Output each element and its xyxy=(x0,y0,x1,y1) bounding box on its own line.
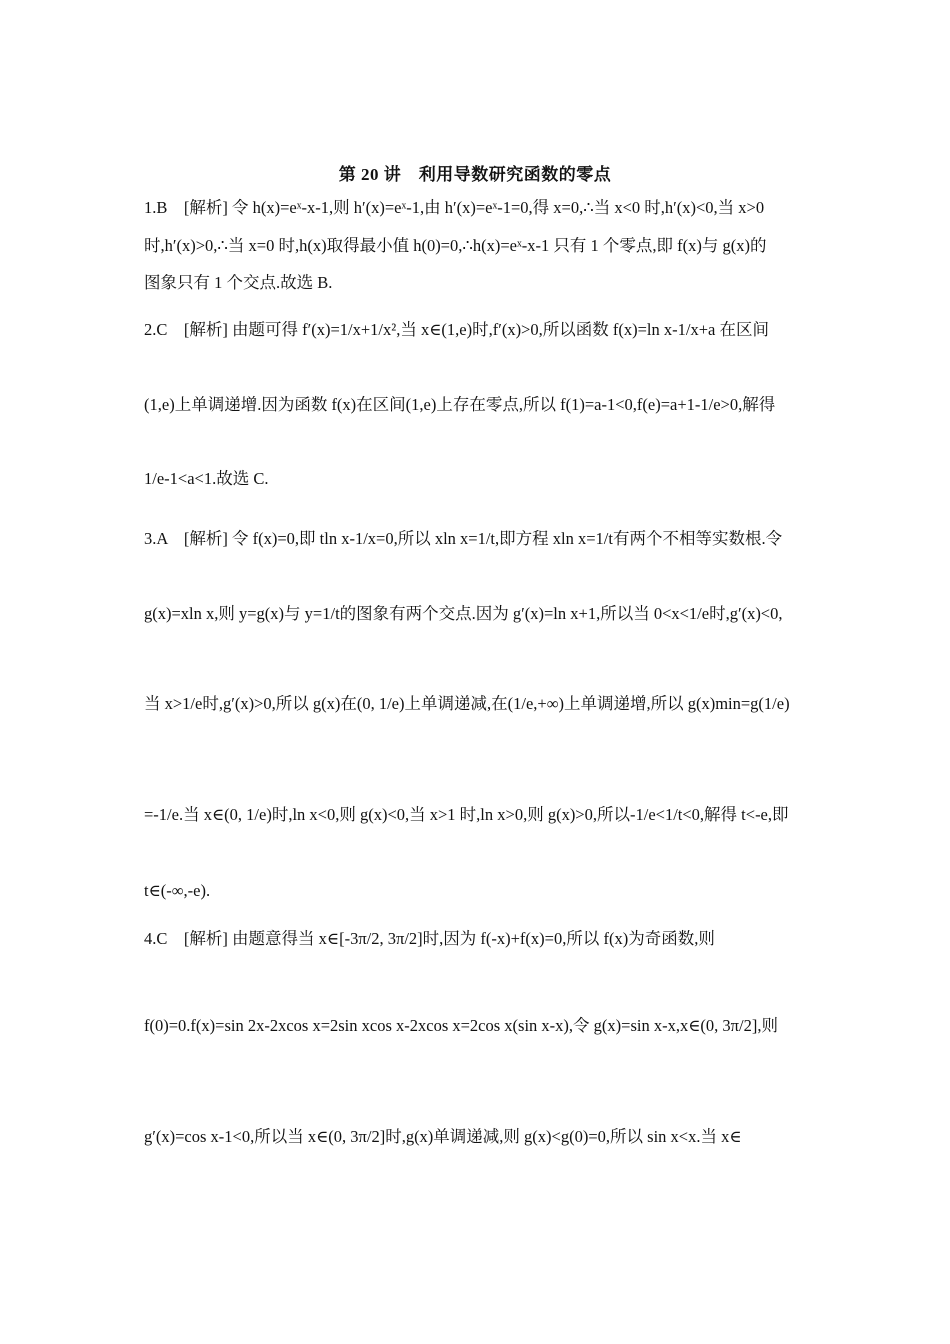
page-title: 第 20 讲 利用导数研究函数的零点 xyxy=(338,165,612,184)
text-line xyxy=(144,694,806,714)
line-text: 1/e-1<a<1.故选 C. xyxy=(144,469,269,488)
text-line xyxy=(144,604,806,624)
text-line xyxy=(144,929,806,949)
text-line xyxy=(144,805,806,825)
line-text: t∈(-∞,-e). xyxy=(144,881,211,900)
line-text: 4.C [解析] 由题意得当 x∈[-3π/2, 3π/2]时,因为 f(-x)+f(x)=0,所以 f(x)为奇函数,则 xyxy=(144,929,715,948)
line-text: 时,h′(x)>0,∴当 x=0 时,h(x)取得最小值 h(0)=0,∴h(x)=eˣ-x-1 只有 1 个零点,即 f(x)与 g(x)的 xyxy=(144,236,767,255)
text-line xyxy=(144,469,806,489)
text-line xyxy=(144,273,806,293)
line-text: =-1/e.当 x∈(0, 1/e)时,ln x<0,则 g(x)<0,当 x>1 时,ln x>0,则 g(x)>0,所以-1/e<1/t<0,解得 t<-e,即 xyxy=(144,805,789,824)
text-line xyxy=(144,198,806,218)
text-line xyxy=(144,395,806,415)
line-text: g′(x)=cos x-1<0,所以当 x∈(0, 3π/2]时,g(x)单调递减,则 g(x)<g(0)=0,所以 sin x<x.当 x∈ xyxy=(144,1127,742,1146)
text-line xyxy=(144,236,806,256)
text-line xyxy=(144,1016,806,1036)
line-text: (1,e)上单调递增.因为函数 f(x)在区间(1,e)上存在零点,所以 f(1)=a-1<0,f(e)=a+1-1/e>0,解得 xyxy=(144,395,776,414)
line-text: 当 x>1/e时,g′(x)>0,所以 g(x)在(0, 1/e)上单调递减,在(1/e,+∞)上单调递增,所以 g(x)min=g(1/e) xyxy=(144,694,790,713)
line-text: 2.C [解析] 由题可得 f′(x)=1/x+1/x²,当 x∈(1,e)时,f′(x)>0,所以函数 f(x)=ln x-1/x+a 在区间 xyxy=(144,320,769,339)
text-line xyxy=(144,881,806,901)
line-text: 图象只有 1 个交点.故选 B. xyxy=(144,273,333,292)
line-text: 1.B [解析] 令 h(x)=eˣ-x-1,则 h′(x)=eˣ-1,由 h′(x)=eˣ-1=0,得 x=0,∴当 x<0 时,h′(x)<0,当 x>0 xyxy=(144,198,765,217)
line-text: f(0)=0.f(x)=sin 2x-2xcos x=2sin xcos x-2xcos x=2cos x(sin x-x),令 g(x)=sin x-x,x∈(0, 3π/2],则 xyxy=(144,1016,778,1035)
line-text: g(x)=xln x,则 y=g(x)与 y=1/t的图象有两个交点.因为 g′(x)=ln x+1,所以当 0<x<1/e时,g′(x)<0, xyxy=(144,604,783,623)
text-line xyxy=(144,320,806,340)
text-line xyxy=(144,1127,806,1147)
text-line xyxy=(144,529,806,549)
line-text: 3.A [解析] 令 f(x)=0,即 tln x-1/x=0,所以 xln x=1/t,即方程 xln x=1/t有两个不相等实数根.令 xyxy=(144,529,783,548)
